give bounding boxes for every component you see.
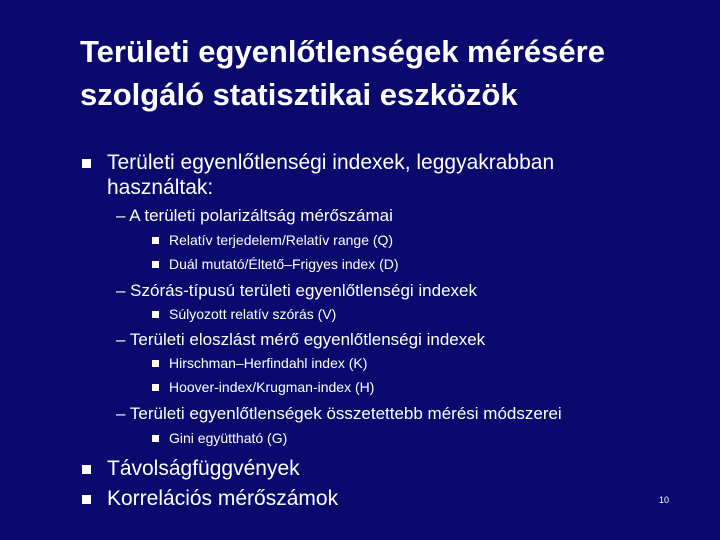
square-bullet-icon — [152, 261, 159, 268]
square-bullet-icon — [152, 384, 159, 391]
sub-bullet-complex-methods: – Területi egyenlőtlenségek összetettebb mérési módszerei — [116, 404, 562, 423]
bullet-indexes-line-1: Területi egyenlőtlenségi indexek, leggyakrabban — [107, 151, 555, 174]
slide-title-line-1: Területi egyenlőtlenségek mérésére — [80, 34, 605, 69]
page-number: 10 — [659, 495, 670, 505]
square-bullet-icon — [152, 360, 159, 367]
list-item: Gini együttható (G) — [169, 430, 288, 446]
list-item: Hoover-index/Krugman-index (H) — [169, 379, 375, 395]
sub-bullet-polarization: – A területi polarizáltság mérőszámai — [116, 206, 393, 225]
list-item: Súlyozott relatív szórás (V) — [169, 306, 337, 322]
square-bullet-icon — [82, 495, 91, 504]
list-item: Relatív terjedelem/Relatív range (Q) — [169, 232, 394, 248]
slide-title-line-2: szolgáló statisztikai eszközök — [80, 77, 518, 112]
list-item: Hirschman–Herfindahl index (K) — [169, 355, 368, 371]
bullet-indexes-line-2: használtak: — [107, 176, 214, 199]
square-bullet-icon — [152, 237, 159, 244]
square-bullet-icon — [82, 465, 91, 474]
square-bullet-icon — [152, 435, 159, 442]
bullet-correlation-measures: Korrelációs mérőszámok — [107, 487, 339, 510]
sub-bullet-dispersion: – Szórás-típusú területi egyenlőtlenségi indexek — [116, 281, 477, 300]
bullet-distance-functions: Távolságfüggvények — [107, 457, 300, 480]
square-bullet-icon — [152, 311, 159, 318]
bullet-indexes — [107, 150, 554, 200]
sub-bullet-distribution: – Területi eloszlást mérő egyenlőtlenségi indexek — [116, 330, 486, 349]
square-bullet-icon — [82, 159, 91, 168]
slide-title — [80, 30, 700, 116]
list-item: Duál mutató/Éltető–Frigyes index (D) — [169, 256, 399, 272]
